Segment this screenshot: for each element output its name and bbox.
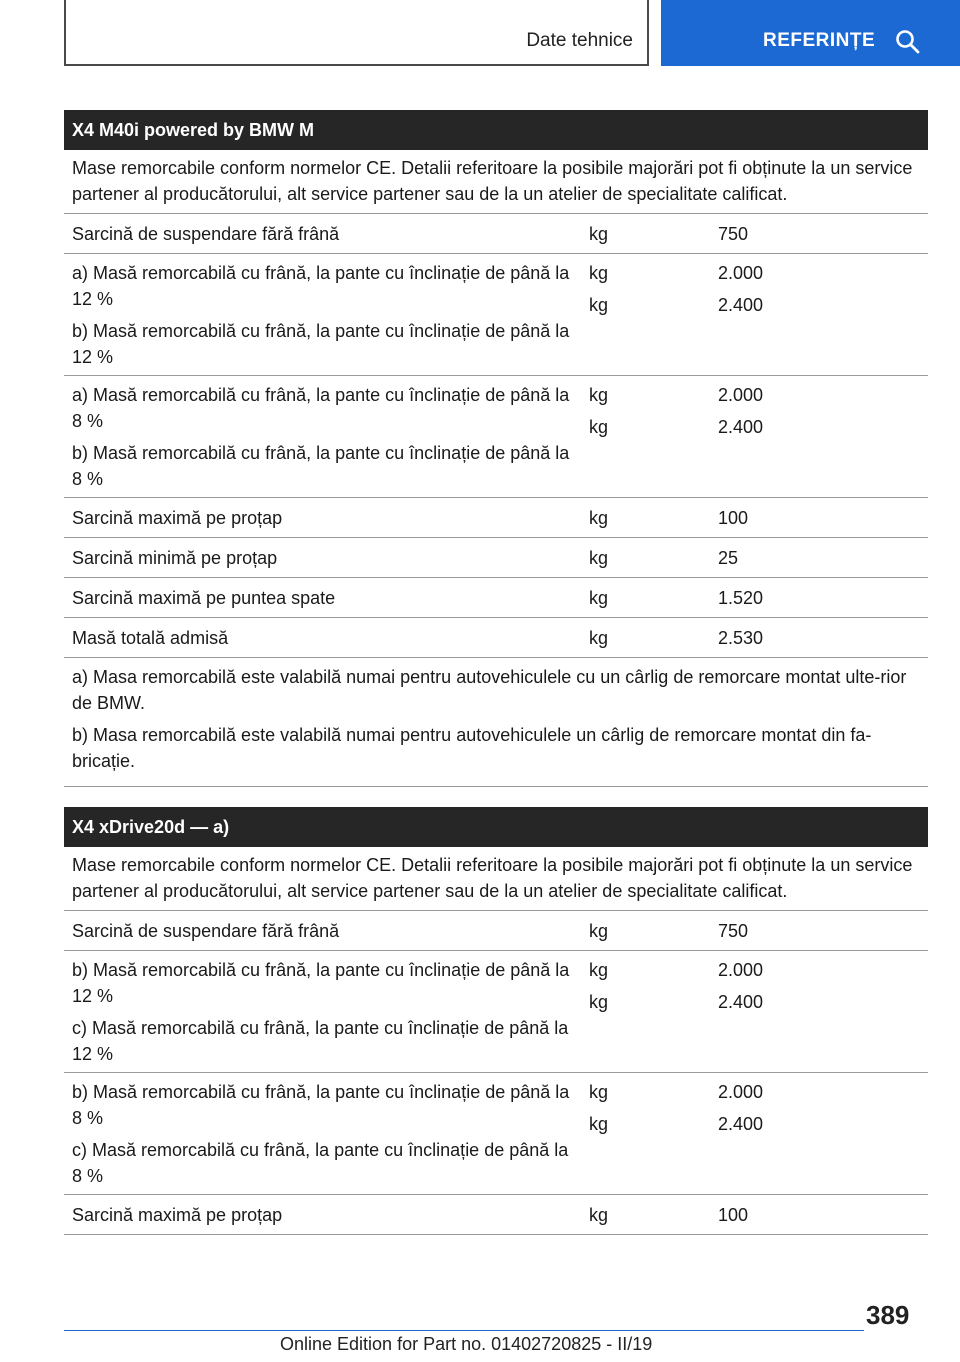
row-label: b) Masă remorcabilă cu frână, la pante cu înclinație de până la 8 %	[72, 443, 570, 489]
row-label: Sarcină de suspendare fără frână	[72, 224, 340, 244]
table-row	[64, 376, 928, 498]
row-unit: kg	[589, 960, 609, 980]
row-value: 2.000	[718, 1082, 764, 1102]
row-label: a) Masă remorcabilă cu frână, la pante cu înclinație de până la 8 %	[72, 385, 570, 431]
row-value: 2.530	[718, 628, 764, 648]
table-row	[64, 1073, 928, 1195]
table-row	[64, 538, 928, 578]
row-value: 1.520	[718, 588, 764, 608]
row-label: a) Masă remorcabilă cu frână, la pante cu înclinație de până la 12 %	[72, 263, 570, 309]
row-label: Masă totală admisă	[72, 628, 229, 648]
table-description: Mase remorcabile conform normelor CE. Detalii referitoare la posibile majorări pot fi obținute la un service partener al producătorului, alt service partener sau de la un atelier de specialitate calificat.	[64, 150, 928, 214]
table-title: X4 xDrive20d — a)	[64, 807, 928, 847]
row-value: 750	[718, 921, 749, 941]
row-unit: kg	[589, 295, 609, 315]
table-row	[64, 498, 928, 538]
row-value: 2.000	[718, 385, 764, 405]
row-label: Sarcină de suspendare fără frână	[72, 921, 340, 941]
row-unit: kg	[589, 263, 609, 283]
row-value: 2.000	[718, 263, 764, 283]
table-row	[64, 618, 928, 658]
row-value: 100	[718, 508, 749, 528]
table-row	[64, 1195, 928, 1235]
page-number: 389	[866, 1300, 910, 1330]
row-value: 25	[718, 548, 739, 568]
row-unit: kg	[589, 992, 609, 1012]
row-unit: kg	[589, 588, 609, 608]
row-label: c) Masă remorcabilă cu frână, la pante cu înclinație de până la 12 %	[72, 1018, 569, 1064]
row-value: 2.400	[718, 417, 764, 437]
footnote: b) Masa remorcabilă este valabilă numai pentru autovehiculele un cârlig de remorcare montat din fa-bricație.	[72, 725, 872, 771]
row-unit: kg	[589, 1114, 609, 1134]
table-row	[64, 911, 928, 951]
row-unit: kg	[589, 921, 609, 941]
row-unit: kg	[589, 1082, 609, 1102]
edition-text: Online Edition for Part no. 01402720825 - II/19	[280, 1334, 653, 1354]
row-label: Sarcină minimă pe proțap	[72, 548, 278, 568]
row-value: 2.400	[718, 1114, 764, 1134]
table-x4-m40i	[64, 110, 928, 787]
row-label: b) Masă remorcabilă cu frână, la pante cu înclinație de până la 8 %	[72, 1082, 570, 1128]
row-label: c) Masă remorcabilă cu frână, la pante cu înclinație de până la 8 %	[72, 1140, 569, 1186]
row-value: 2.400	[718, 295, 764, 315]
row-value: 2.400	[718, 992, 764, 1012]
row-label: b) Masă remorcabilă cu frână, la pante cu înclinație de până la 12 %	[72, 321, 570, 367]
row-unit: kg	[589, 1205, 609, 1225]
row-label: b) Masă remorcabilă cu frână, la pante cu înclinație de până la 12 %	[72, 960, 570, 1006]
table-row	[64, 951, 928, 1073]
row-unit: kg	[589, 417, 609, 437]
row-value: 100	[718, 1205, 749, 1225]
row-unit: kg	[589, 385, 609, 405]
references-tab-label: REFERINȚE	[763, 30, 876, 51]
table-row	[64, 578, 928, 618]
row-label: Sarcină maximă pe puntea spate	[72, 588, 336, 608]
row-unit: kg	[589, 548, 609, 568]
table-footnotes	[64, 658, 928, 787]
footer-divider	[64, 1330, 864, 1331]
table-x4-xdrive20d	[64, 807, 928, 1235]
search-icon[interactable]	[895, 29, 921, 55]
row-unit: kg	[589, 508, 609, 528]
row-value: 2.000	[718, 960, 764, 980]
row-value: 750	[718, 224, 749, 244]
row-label: Sarcină maximă pe proțap	[72, 508, 283, 528]
table-description: Mase remorcabile conform normelor CE. Detalii referitoare la posibile majorări pot fi obținute la un service partener al producătorului, alt service partener sau de la un atelier de specialitate calificat.	[64, 847, 928, 911]
row-unit: kg	[589, 224, 609, 244]
header-section-box	[64, 0, 649, 66]
table-row	[64, 254, 928, 376]
header-section-label: Date tehnice	[526, 30, 633, 51]
row-unit: kg	[589, 628, 609, 648]
footnote: a) Masa remorcabilă este valabilă numai pentru autovehiculele cu un cârlig de remorcare montat ulte-rior de BMW.	[72, 667, 907, 713]
row-label: Sarcină maximă pe proțap	[72, 1205, 283, 1225]
table-title: X4 M40i powered by BMW M	[64, 110, 928, 150]
references-tab[interactable]	[661, 0, 960, 66]
table-row	[64, 214, 928, 254]
